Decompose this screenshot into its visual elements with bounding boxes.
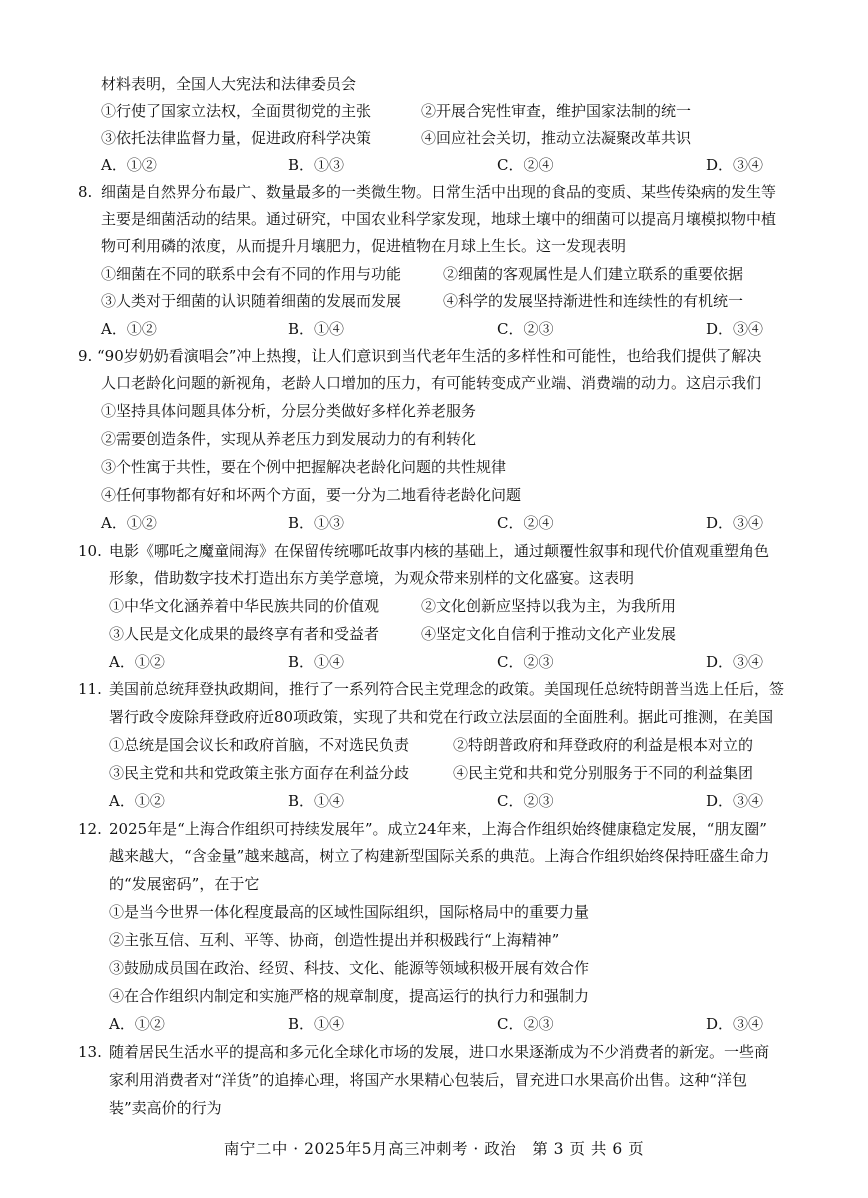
q12-choice-d: D．③④ (706, 1015, 764, 1033)
q11-choice-a: A．①② (109, 792, 165, 810)
q8-stem-line-2: 主要是细菌活动的结果。通过研究，中国农业科学家发现，地球土壤中的细菌可以提高月壤模拟物中植 (101, 210, 777, 228)
q9-option-4: ④任何事物都有好和坏两个方面，要一分为二地看待老龄化问题 (101, 486, 522, 504)
q11-choice-d: D．③④ (706, 792, 764, 810)
q9-choice-b: B．①③ (288, 514, 345, 532)
q9-option-3: ③个性寓于共性，要在个例中把握解决老龄化问题的共性规律 (101, 458, 507, 476)
q11-choice-c: C．②③ (497, 792, 554, 810)
q13-number: 13. (78, 1043, 102, 1061)
q9-option-1: ①坚持具体问题具体分析，分层分类做好多样化养老服务 (101, 402, 477, 420)
q10-option-2: ②文化创新应坚持以我为主，为我所用 (421, 597, 677, 615)
q11-option-2: ②特朗普政府和拜登政府的利益是根本对立的 (453, 736, 754, 754)
q13-stem-line-1: 随着居民生活水平的提高和多元化全球化市场的发展，进口水果逐渐成为不少消费者的新宠。一些商 (109, 1043, 770, 1061)
q7-choice-c: C．②④ (497, 156, 554, 174)
q7-stem: 材料表明，全国人大宪法和法律委员会 (101, 75, 357, 93)
q8-stem-line-3: 物可利用磷的浓度，从而提升月壤肥力，促进植物在月球上生长。这一发现表明 (101, 237, 627, 255)
q9-stem-line-1: “90岁奶奶看演唱会”冲上热搜，让人们意识到当代老年生活的多样性和可能性，也给我们提供了解决 (97, 347, 762, 365)
q12-stem-line-2: 越来越大，“含金量”越来越高，树立了构建新型国际关系的典范。上海合作组织始终保持旺盛生命力 (109, 847, 770, 865)
q13-stem-line-2: 家利用消费者对“洋货”的追捧心理，将国产水果精心包装后，冒充进口水果高价出售。这种“洋包 (109, 1071, 748, 1089)
q11-number: 11. (78, 680, 102, 698)
q12-option-1: ①是当今世界一体化程度最高的区域性国际组织，国际格局中的重要力量 (109, 903, 590, 921)
q11-option-4: ④民主党和共和党分别服务于不同的利益集团 (453, 764, 754, 782)
q8-choice-d: D．③④ (706, 320, 764, 338)
q13-stem-line-3: 装”卖高价的行为 (109, 1099, 222, 1117)
q8-option-2: ②细菌的客观属性是人们建立联系的重要依据 (443, 265, 744, 283)
q8-stem-line-1: 细菌是自然界分布最广、数量最多的一类微生物。日常生活中出现的食品的变质、某些传染病的发生等 (101, 183, 777, 201)
q8-choice-c: C．②③ (497, 320, 554, 338)
q7-choice-b: B．①③ (288, 156, 345, 174)
q7-option-1: ①行使了国家立法权，全面贯彻党的主张 (101, 102, 372, 120)
q10-number: 10. (78, 542, 102, 560)
q7-option-2: ②开展合宪性审查，维护国家法制的统一 (421, 102, 692, 120)
q11-choice-b: B．①④ (288, 792, 345, 810)
q12-choice-c: C．②③ (497, 1015, 554, 1033)
q10-option-1: ①中华文化涵养着中华民族共同的价值观 (109, 597, 380, 615)
q7-option-3: ③依托法律监督力量，促进政府科学决策 (101, 129, 372, 147)
q10-choice-a: A．①② (109, 653, 165, 671)
q12-choice-a: A．①② (109, 1015, 165, 1033)
page-footer: 南宁二中 · 2025年5月高三冲刺考 · 政治 第 3 页 共 6 页 (223, 1140, 645, 1158)
q8-number: 8. (78, 183, 93, 201)
q12-number: 12. (78, 820, 102, 838)
q9-choice-a: A．①② (101, 514, 157, 532)
q10-choice-c: C．②③ (497, 653, 554, 671)
q12-stem-line-1: 2025年是“上海合作组织可持续发展年”。成立24年来，上海合作组织始终健康稳定发展，“朋友圈” (109, 820, 767, 838)
q8-choice-b: B．①④ (288, 320, 345, 338)
q12-option-4: ④在合作组织内制定和实施严格的规章制度，提高运行的执行力和强制力 (109, 987, 590, 1005)
q10-option-3: ③人民是文化成果的最终享有者和受益者 (109, 625, 380, 643)
q10-option-4: ④坚定文化自信利于推动文化产业发展 (421, 625, 677, 643)
q10-choice-d: D．③④ (706, 653, 764, 671)
q12-choice-b: B．①④ (288, 1015, 345, 1033)
q8-choice-a: A．①② (101, 320, 157, 338)
q12-option-2: ②主张互信、互利、平等、协商，创造性提出并积极践行“上海精神” (109, 931, 560, 949)
q11-option-1: ①总统是国会议长和政府首脑，不对选民负责 (109, 736, 410, 754)
q10-stem-line-2: 形象，借助数字技术打造出东方美学意境，为观众带来别样的文化盛宴。这表明 (109, 569, 635, 587)
q7-choice-d: D．③④ (706, 156, 764, 174)
q7-option-4: ④回应社会关切，推动立法凝聚改革共识 (421, 129, 692, 147)
q9-choice-d: D．③④ (706, 514, 764, 532)
q11-option-3: ③民主党和共和党政策主张方面存在利益分歧 (109, 764, 410, 782)
q11-stem-line-2: 署行政令废除拜登政府近80项政策，实现了共和党在行政立法层面的全面胜利。据此可推测，在美国 (109, 708, 774, 726)
q12-stem-line-3: 的“发展密码”，在于它 (109, 875, 260, 893)
q9-stem-line-2: 人口老龄化问题的新视角，老龄人口增加的压力，有可能转变成产业端、消费端的动力。这启示我们 (101, 374, 762, 392)
q12-option-3: ③鼓励成员国在政治、经贸、科技、文化、能源等领域积极开展有效合作 (109, 959, 590, 977)
q11-stem-line-1: 美国前总统拜登执政期间，推行了一系列符合民主党理念的政策。美国现任总统特朗普当选上任后，签 (109, 680, 785, 698)
q9-option-2: ②需要创造条件，实现从养老压力到发展动力的有利转化 (101, 430, 477, 448)
q9-choice-c: C．②④ (497, 514, 554, 532)
q8-option-1: ①细菌在不同的联系中会有不同的作用与功能 (101, 265, 402, 283)
q7-choice-a: A．①② (101, 156, 157, 174)
q8-option-3: ③人类对于细菌的认识随着细菌的发展而发展 (101, 292, 402, 310)
q9-number: 9. (78, 347, 93, 365)
q10-stem-line-1: 电影《哪吒之魔童闹海》在保留传统哪吒故事内核的基础上，通过颠覆性叙事和现代价值观重塑角色 (109, 542, 770, 560)
q10-choice-b: B．①④ (288, 653, 345, 671)
q8-option-4: ④科学的发展坚持渐进性和连续性的有机统一 (443, 292, 744, 310)
